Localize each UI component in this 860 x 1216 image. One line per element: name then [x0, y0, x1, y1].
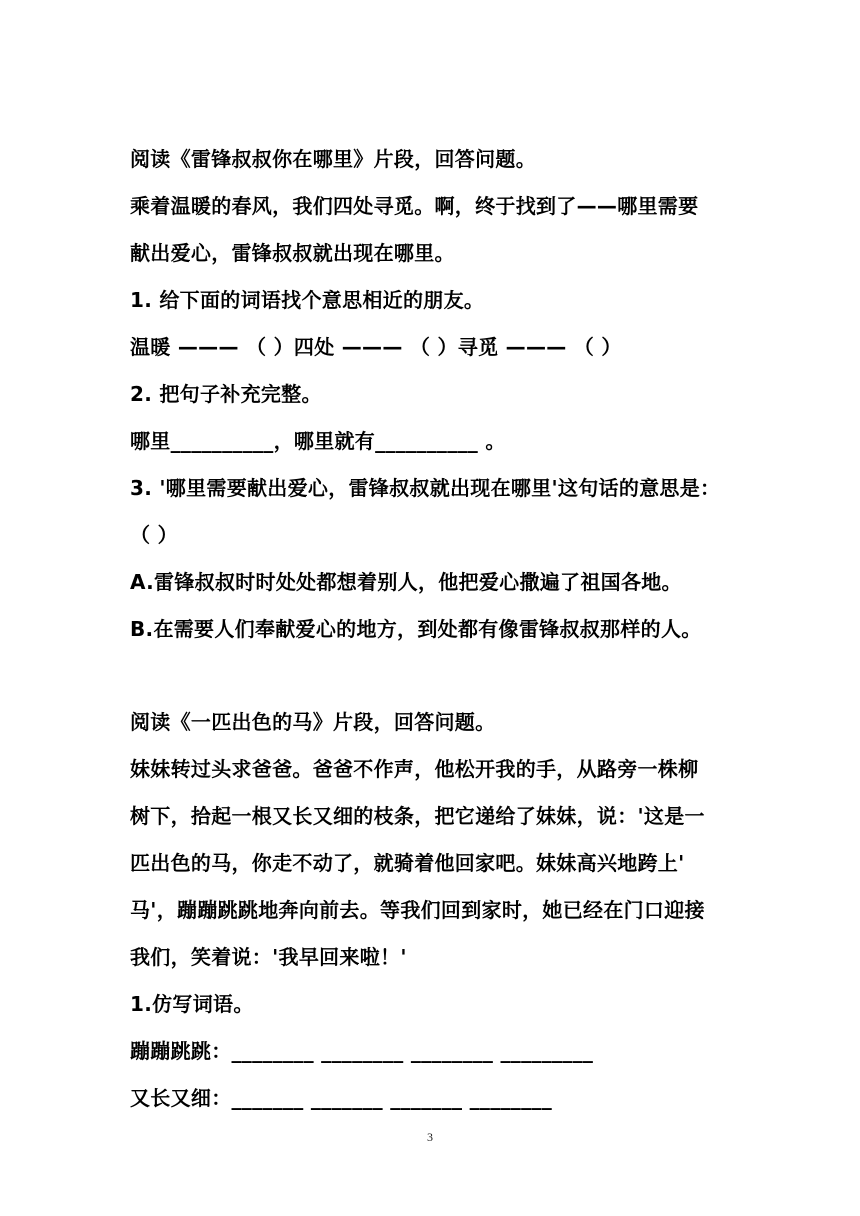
section1-question-3: 3. '哪里需要献出爱心，雷锋叔叔就出现在哪里'这句话的意思是： — [130, 476, 721, 500]
section1-question-2: 2. 把句子补充完整。 — [130, 382, 322, 406]
section2-question-1-line-1: 蹦蹦跳跳：________ ________ ________ _________ — [130, 1039, 594, 1063]
worksheet-page — [130, 148, 740, 1134]
section1-passage-line: 献出爱心，雷锋叔叔就出现在哪里。 — [130, 241, 455, 265]
section2-passage-line: 树下，拾起一根又长又细的枝条，把它递给了妹妹，说：'这是一 — [130, 804, 705, 828]
section1-title: 阅读《雷锋叔叔你在哪里》片段，回答问题。 — [130, 147, 536, 171]
section1-option-a: A.雷锋叔叔时时处处都想着别人，他把爱心撒遍了祖国各地。 — [130, 570, 682, 594]
section2-question-1: 1.仿写词语。 — [130, 992, 254, 1016]
section1-question-2-answer: 哪里__________，哪里就有__________ 。 — [130, 429, 506, 453]
page-number: 3 — [427, 1130, 433, 1144]
section2-title: 阅读《一匹出色的马》片段，回答问题。 — [130, 710, 496, 734]
section1-question-3-blank: （ ） — [130, 523, 178, 547]
section1-option-b: B.在需要人们奉献爱心的地方，到处都有像雷锋叔叔那样的人。 — [130, 617, 702, 641]
section2-passage-line: 妹妹转过头求爸爸。爸爸不作声，他松开我的手，从路旁一株柳 — [130, 757, 699, 781]
section2-passage-line: 我们，笑着说：'我早回来啦！' — [130, 945, 407, 969]
section-spacer — [130, 665, 740, 711]
section1-passage-line: 乘着温暖的春风，我们四处寻觅。啊，终于找到了——哪里需要 — [130, 194, 699, 218]
section2-passage-line: 匹出色的马，你走不动了，就骑着他回家吧。妹妹高兴地跨上' — [130, 851, 685, 875]
section1-question-1-answer: 温暖 ——— （ ）四处 ——— （ ）寻觅 ——— （ ） — [130, 335, 622, 359]
section2-question-1-line-2: 又长又细：_______ _______ _______ ________ — [130, 1086, 552, 1110]
section1-question-1: 1. 给下面的词语找个意思相近的朋友。 — [130, 288, 485, 312]
section2-passage-line: 马'，蹦蹦跳跳地奔向前去。等我们回到家时，她已经在门口迎接 — [130, 898, 705, 922]
